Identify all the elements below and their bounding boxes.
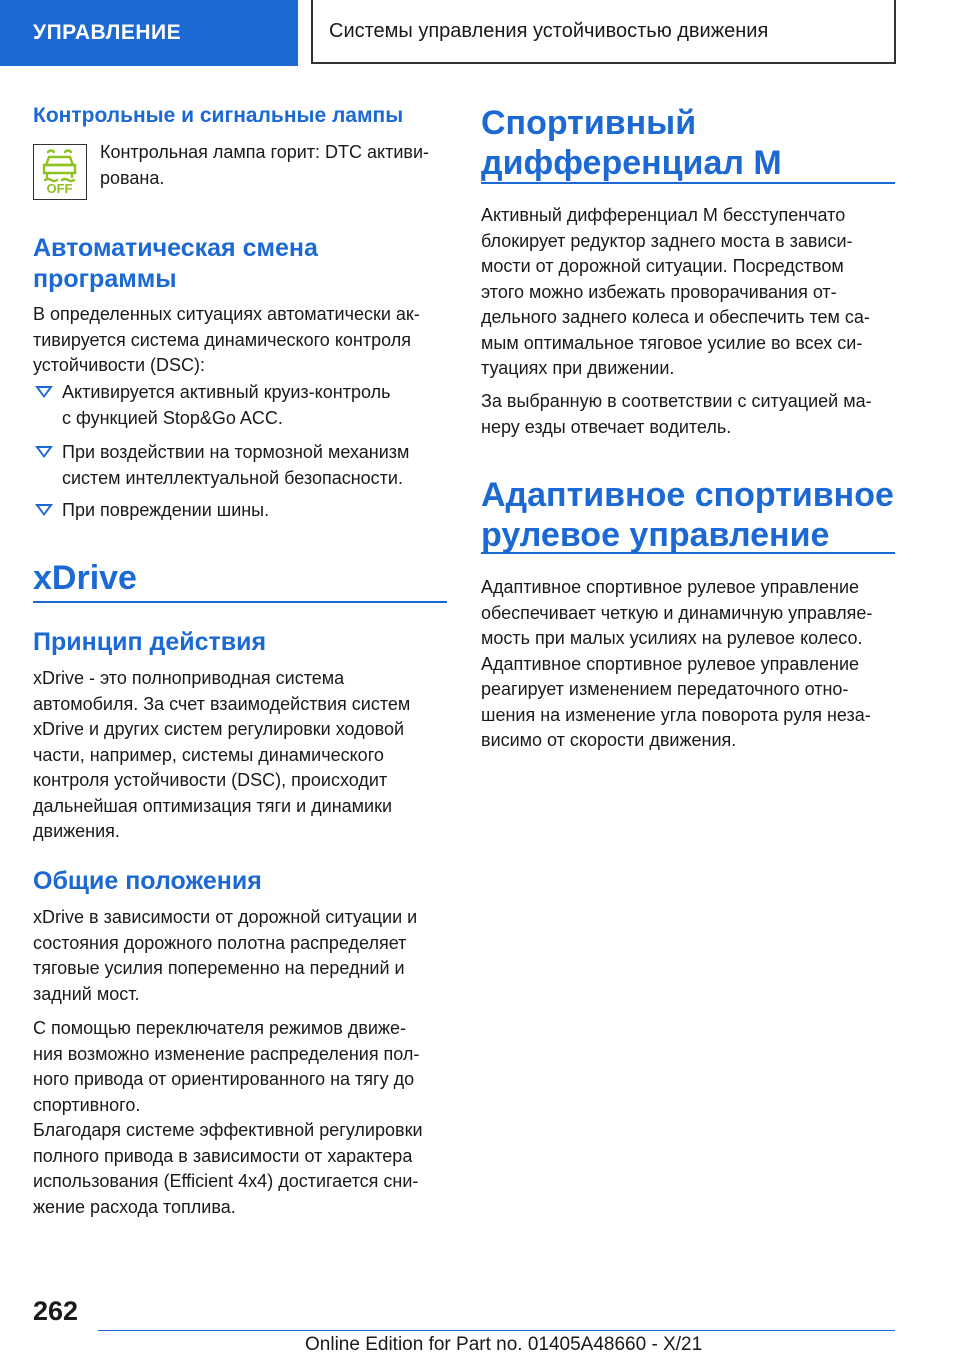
footer-rule <box>98 1330 895 1331</box>
paragraph-line: полного привода в зависимости от характера <box>33 1145 413 1166</box>
bullet-text: Активируется активный круиз-контроль <box>62 382 391 402</box>
lamp-text-line-1: Контрольная лампа горит: DTC активи‐ <box>100 142 430 162</box>
page-number: 262 <box>33 1296 79 1326</box>
steer-title-line-1: Адаптивное спортивное <box>481 476 894 514</box>
lamp-description <box>100 140 447 191</box>
paragraph-line: ного привода от ориентированного на тягу до <box>33 1069 415 1089</box>
paragraph-line: этого можно избежать проворачивания от‐ <box>481 281 837 302</box>
paragraph-line: части, например, системы динамического <box>33 744 384 765</box>
steer-paragraph <box>481 575 895 754</box>
paragraph-line: блокирует редуктор заднего моста в зависи‐ <box>481 230 853 251</box>
paragraph-line: реагирует изменением передаточного отно‐ <box>481 679 849 699</box>
paragraph-line: xDrive и других систем регулировки ходовой <box>33 719 405 739</box>
auto-heading-line-2: программы <box>33 265 177 293</box>
section-title: Системы управления устойчивостью движения <box>311 0 896 64</box>
paragraph-line: мость при малых усилиях на рулевое колесо. <box>481 628 863 648</box>
paragraph-line: За выбранную в соответствии с ситуацией ма‐ <box>481 391 872 411</box>
paragraph-line: дальнейшая оптимизация тяги и динамики <box>33 795 392 816</box>
paragraph-line: дельного заднего колеса и обеспечить тем са‐ <box>481 307 870 327</box>
lamp-text-line-2: рована. <box>100 167 165 188</box>
bullet-text: При повреждении шины. <box>62 500 270 520</box>
paragraph-line: обеспечивает четкую и динамичную управляе‐ <box>481 602 873 623</box>
paragraph-line: Благодаря системе эффективной регулировки <box>33 1120 423 1140</box>
paragraph-line: мым оптимальное тяговое усилие во всех си‐ <box>481 332 863 353</box>
paragraph-line: автомобиля. За счет взаимодействия систем <box>33 693 411 714</box>
page-header <box>0 0 960 66</box>
bullet-item <box>33 498 447 524</box>
bullet-item <box>33 380 447 431</box>
paragraph-line: устойчивости (DSC): <box>33 355 206 375</box>
paragraph-line: спортивного. <box>33 1094 141 1115</box>
bullet-item <box>33 440 447 491</box>
dtc-off-lamp-icon <box>33 144 87 200</box>
diff-title-line-1: Спортивный <box>481 104 697 142</box>
general-heading: Общие положения <box>33 867 262 895</box>
triangle-bullet-icon <box>35 446 53 458</box>
paragraph-line: тивируется система динамического контроля <box>33 329 411 350</box>
paragraph-line: xDrive в зависимости от дорожной ситуации и <box>33 907 418 927</box>
triangle-bullet-icon <box>35 504 53 516</box>
dtc-off-icon <box>34 145 85 198</box>
adaptive-steering-title <box>481 475 895 555</box>
paragraph-line: висимо от скорости движения. <box>481 730 737 750</box>
paragraph-line: жение расхода топлива. <box>33 1196 236 1217</box>
principle-paragraph <box>33 666 447 845</box>
paragraph-line: туациях при движении. <box>481 358 675 378</box>
bullet-text: с функцией Stop&Go ACC. <box>62 407 283 428</box>
section-rule <box>33 601 447 603</box>
steer-title-line-2: рулевое управление <box>481 516 830 554</box>
general-paragraph-1 <box>33 905 447 1007</box>
paragraph-line: состояния дорожного полотна распределяет <box>33 932 407 953</box>
bullet-text: систем интеллектуальной безопасности. <box>62 467 403 488</box>
chapter-tab: УПРАВЛЕНИЕ <box>0 0 298 66</box>
general-paragraph-3 <box>33 1118 447 1220</box>
sport-diff-title <box>481 103 895 183</box>
diff-paragraph-1 <box>481 203 895 382</box>
paragraph-line: В определенных ситуациях автоматически ак‐ <box>33 304 420 324</box>
auto-heading-line-1: Автоматическая смена <box>33 234 318 262</box>
auto-program-paragraph <box>33 302 447 379</box>
paragraph-line: С помощью переключателя режимов движе‐ <box>33 1018 407 1038</box>
xdrive-title: xDrive <box>33 559 137 597</box>
bullet-text: При воздействии на тормозной механизм <box>62 442 410 462</box>
paragraph-line: контроля устойчивости (DSC), происходит <box>33 770 388 790</box>
section-rule <box>481 552 895 554</box>
paragraph-line: Адаптивное спортивное рулевое управление <box>481 653 860 674</box>
lamps-heading: Контрольные и сигнальные лампы <box>33 104 404 127</box>
section-rule <box>481 182 895 184</box>
paragraph-line: шения на изменение угла поворота руля неза‐ <box>481 704 871 725</box>
paragraph-line: использования (Efficient 4x4) достигается сни‐ <box>33 1171 419 1191</box>
paragraph-line: движения. <box>33 821 120 841</box>
principle-heading: Принцип действия <box>33 628 267 656</box>
paragraph-line: мости от дорожной ситуации. Посредством <box>481 256 844 276</box>
lamp-off-label: OFF <box>46 181 73 196</box>
paragraph-line: xDrive - это полноприводная система <box>33 668 345 688</box>
paragraph-line: ния возможно изменение распределения пол‐ <box>33 1043 420 1064</box>
diff-paragraph-2 <box>481 389 895 440</box>
auto-program-heading <box>33 233 447 295</box>
paragraph-line: неру езды отвечает водитель. <box>481 416 732 437</box>
paragraph-line: тяговые усилия попеременно на передний и <box>33 958 405 978</box>
triangle-bullet-icon <box>35 386 53 398</box>
general-paragraph-2 <box>33 1016 447 1118</box>
diff-title-line-2: дифференциал M <box>481 144 782 182</box>
paragraph-line: Активный дифференциал M бесступенчато <box>481 205 846 225</box>
footer-edition: Online Edition for Part no. 01405A48660 - X/21 <box>305 1334 703 1355</box>
paragraph-line: Адаптивное спортивное рулевое управление <box>481 577 860 597</box>
paragraph-line: задний мост. <box>33 983 140 1004</box>
